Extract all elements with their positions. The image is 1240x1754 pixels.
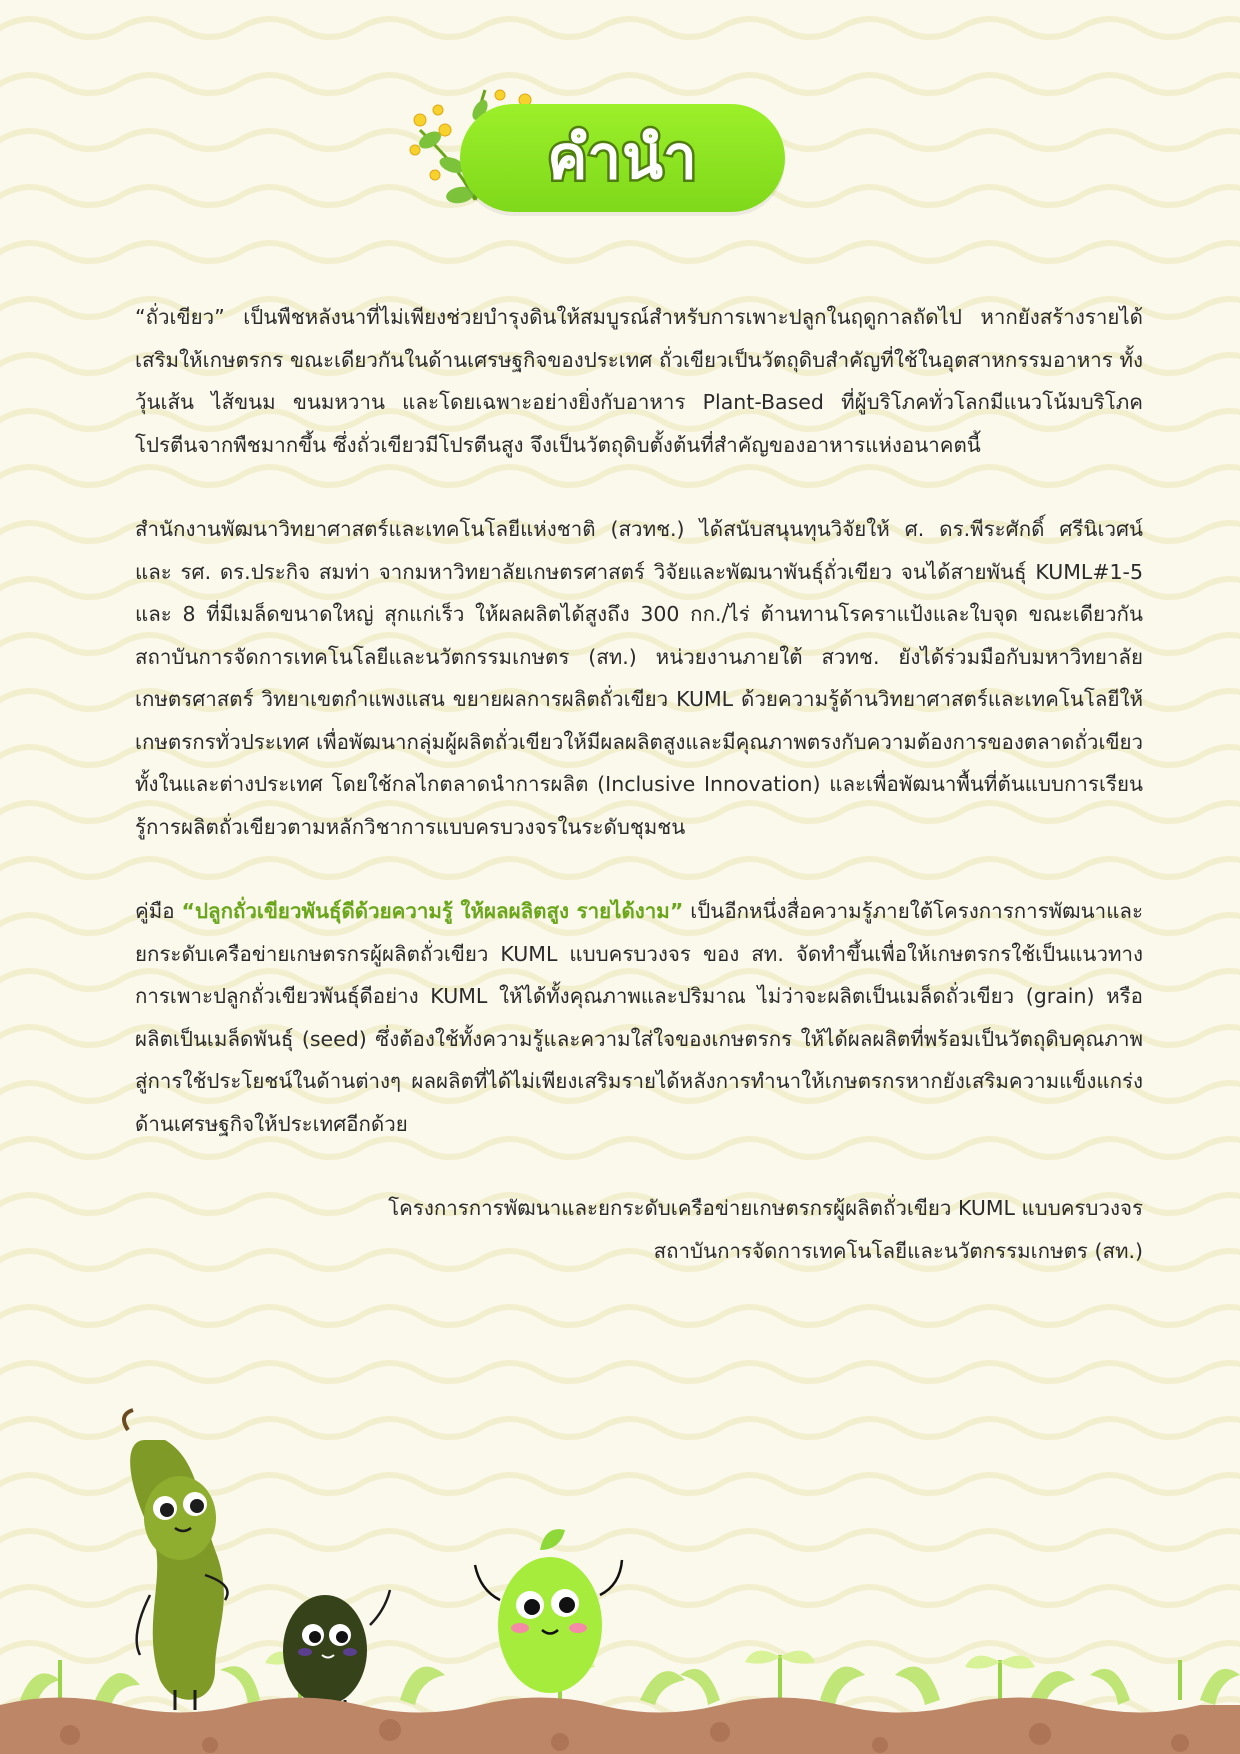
handbook-title-highlight: “ปลูกถั่วเขียวพันธุ์ดีด้วยความรู้ ให้ผลผลิตสูง รายได้งาม” — [181, 899, 684, 923]
paragraph-2: สำนักงานพัฒนาวิทยาศาสตร์และเทคโนโลยีแห่งชาติ (สวทช.) ได้สนับสนุนทุนวิจัยให้ ศ. ดร.พีระศักดิ์ ศรีนิเวศน์ และ รศ. ดร.ประกิจ สมท่า จากมหาวิทยาลัยเกษตรศาสตร์ วิจัยและพัฒนาพันธุ์ถั่วเขียว จนได้สายพันธุ์ KUML#1-5 และ 8 ที่มีเมล็ดขนาดใหญ่ สุกแก่เร็ว ให้ผลผลิตได้สูงถึง 300 กก./ไร่ ต้านทานโรคราแป้งและใบจุด ขณะเดียวกันสถาบันการจัดการเทคโนโลยีและนวัตกรรมเกษตร (สท.) หน่วยงานภายใต้ สวทช. ยังได้ร่วมมือกับมหาวิทยาลัยเกษตรศาสตร์ วิทยาเขตกำแพงแสน ขยายผลการผลิตถั่วเขียว KUML ด้วยความรู้ด้านวิทยาศาสตร์และเทคโนโลยีให้เกษตรกรทั่วประเทศ เพื่อพัฒนากลุ่มผู้ผลิตถั่วเขียวให้มีผลผลิตสูงและมีคุณภาพตรงกับความต้องการของตลาดถั่วเขียวทั้งในและต่างประเทศ โดยใช้กลไกตลาดนำการผลิต (Inclusive Innovation) และเพื่อพัฒนาพื้นที่ต้นแบบการเรียนรู้การผลิตถั่วเขียวตามหลักวิชาการแบบครบวงจรในระดับชุมชน — [135, 517, 1143, 839]
title-pill — [460, 104, 785, 212]
signature-block — [135, 1187, 1143, 1272]
signature-project: โครงการการพัฒนาและยกระดับเครือข่ายเกษตรกรผู้ผลิตถั่วเขียว KUML แบบครบวงจร — [388, 1196, 1143, 1220]
paragraph-1: “ถั่วเขียว” เป็นพืชหลังนาที่ไม่เพียงช่วยบำรุงดินให้สมบูรณ์สำหรับการเพาะปลูกในฤดูกาลถัดไป หากยังสร้างรายได้เสริมให้เกษตรกร ขณะเดียวกันในด้านเศรษฐกิจของประเทศ ถั่วเขียวเป็นวัตถุดิบสำคัญที่ใช้ในอุตสาหกรรมอาหาร ทั้งวุ้นเส้น ไส้ขนม ขนมหวาน และโดยเฉพาะอย่างยิ่งกับอาหาร Plant-Based ที่ผู้บริโภคทั่วโลกมีแนวโน้มบริโภคโปรตีนจากพืชมากขึ้น ซึ่งถั่วเขียวมีโปรตีนสูง จึงเป็นวัตถุดิบตั้งต้นที่สำคัญของอาหารแห่งอนาคตนี้ — [135, 305, 1143, 457]
page-title: คำนำ — [547, 123, 698, 193]
title-block — [400, 70, 800, 220]
paragraph-3 — [135, 890, 1143, 1145]
paragraph-3-lead: คู่มือ — [135, 899, 182, 923]
paragraph-3-rest: เป็นอีกหนึ่งสื่อความรู้ภายใต้โครงการการพัฒนาและยกระดับเครือข่ายเกษตรกรผู้ผลิตถั่วเขียว KUML แบบครบวงจร ของ สท. จัดทำขึ้นเพื่อให้เกษตรกรใช้เป็นแนวทางการเพาะปลูกถั่วเขียวพันธุ์ดีอย่าง KUML ให้ได้ทั้งคุณภาพและปริมาณ ไม่ว่าจะผลิตเป็นเมล็ดถั่วเขียว (grain) หรือผลิตเป็นเมล็ดพันธุ์ (seed) ซึ่งต้องใช้ทั้งความรู้และความใส่ใจของเกษตรกร ให้ได้ผลผลิตที่พร้อมเป็นวัตถุดิบคุณภาพสู่การใช้ประโยชน์ในด้านต่างๆ ผลผลิตที่ได้ไม่เพียงเสริมรายได้หลังการทำนาให้เกษตรกรหากยังเสริมความแข็งแกร่งด้านเศรษฐกิจให้ประเทศอีกด้วย — [135, 899, 1143, 1136]
bean-pod-character-icon — [124, 1410, 228, 1710]
soil-ground-icon — [0, 1698, 1240, 1754]
bean-characters-scene — [0, 1400, 1240, 1754]
signature-institute: สถาบันการจัดการเทคโนโลยีและนวัตกรรมเกษตร (สท.) — [653, 1238, 1143, 1263]
green-bean-character-icon — [475, 1529, 622, 1693]
preface-body — [135, 296, 1143, 1272]
